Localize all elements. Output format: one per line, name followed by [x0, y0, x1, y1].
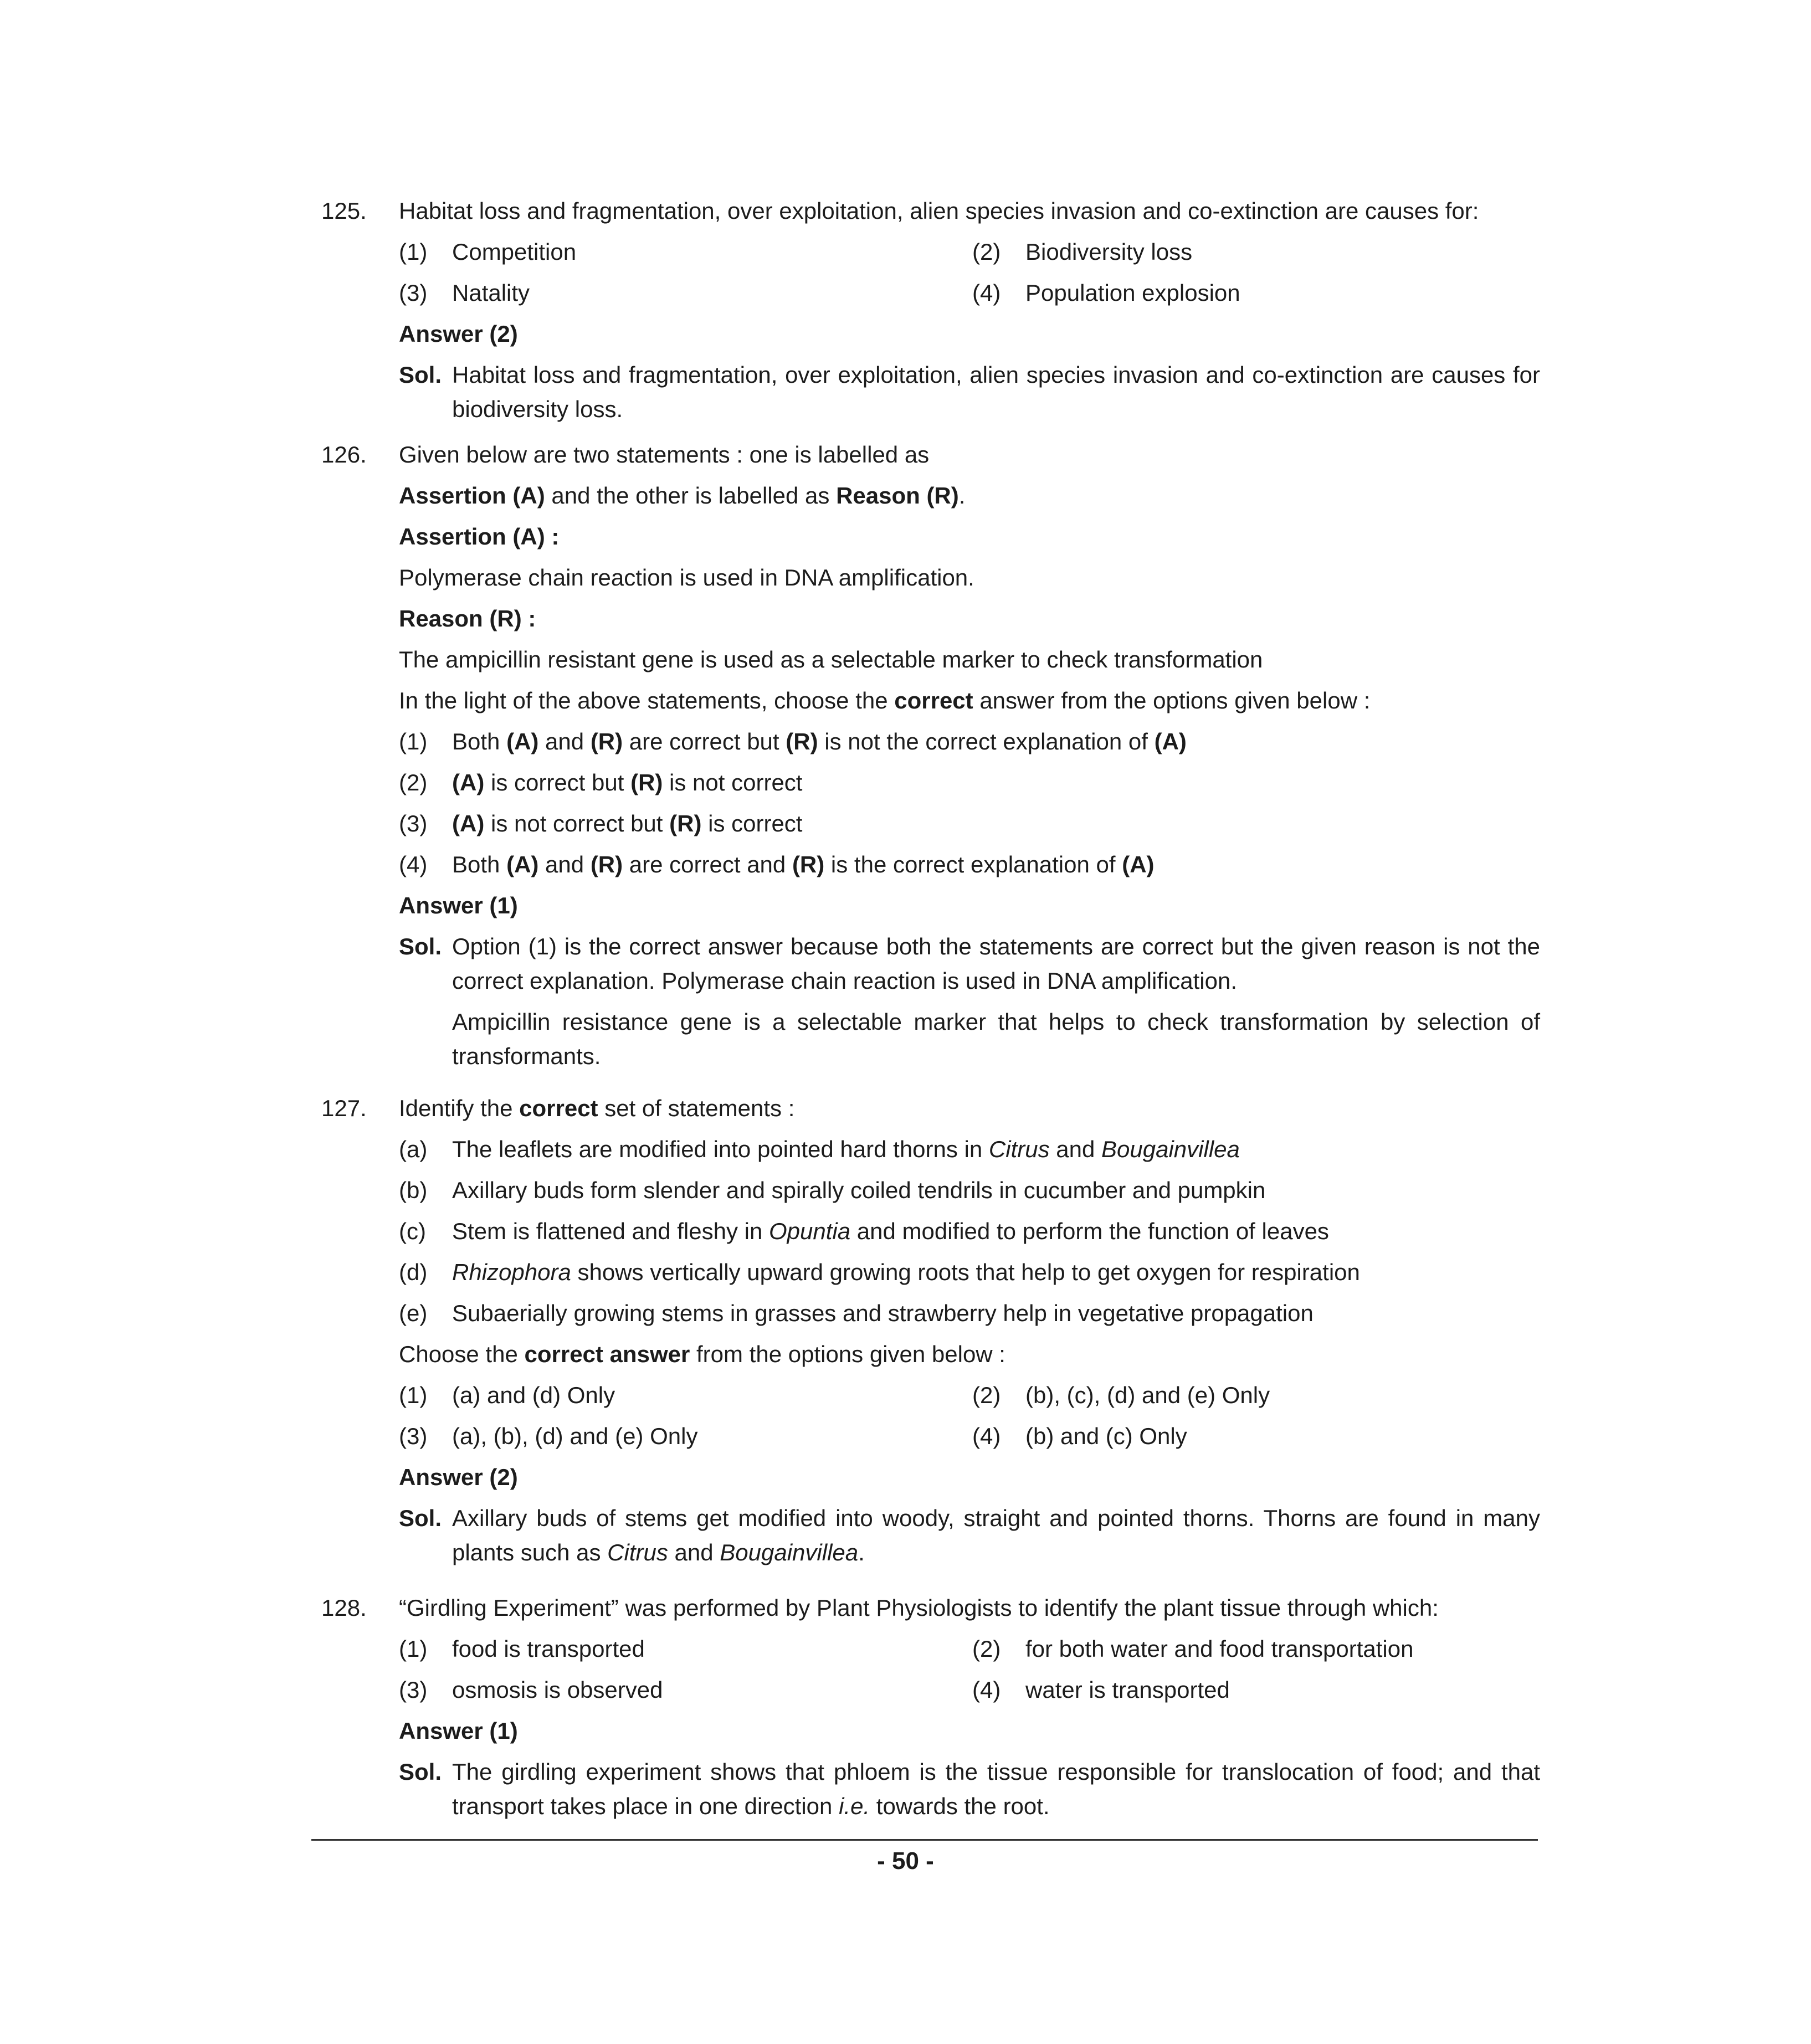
question-number: 126.: [321, 441, 367, 468]
solution-label: Sol.: [399, 1505, 442, 1531]
option-2: (2) (A) is correct but (R) is not correct: [399, 769, 803, 795]
statement-a: (a) The leaflets are modified into pointed hard thorns in Citrus and Bougainvillea: [399, 1136, 1240, 1162]
question-stem: “Girdling Experiment” was performed by Plant Physiologists to identify the plant tissue through which:: [399, 1595, 1439, 1621]
option-4: (4) water is transported: [972, 1677, 1230, 1703]
question-stem: Habitat loss and fragmentation, over exploitation, alien species invasion and co-extinction are causes for:: [399, 198, 1479, 224]
option-3: (3) (a), (b), (d) and (e) Only: [399, 1423, 698, 1449]
option-4: (4) (b) and (c) Only: [972, 1423, 1187, 1449]
statement-d: (d) Rhizophora shows vertically upward growing roots that help to get oxygen for respiration: [399, 1259, 1360, 1285]
question-128: [321, 1591, 1540, 1824]
question-stem: Identify the correct set of statements :: [399, 1095, 795, 1121]
solution: [399, 358, 1540, 427]
question-number: 125.: [321, 198, 367, 224]
options-grid: [399, 1632, 1540, 1707]
solution: Sol. Axillary buds of stems get modified into woody, straight and pointed thorns. Thorns are found in many plants such as Citrus and Bougainvillea.: [399, 1501, 1540, 1570]
reason-text: The ampicillin resistant gene is used as a selectable marker to check transformation: [399, 646, 1263, 672]
options-grid: [399, 1378, 1540, 1454]
solution: [399, 929, 1540, 998]
option-4: (4) Both (A) and (R) are correct and (R) is the correct explanation of (A): [399, 851, 1155, 877]
option-2: (2) for both water and food transportation: [972, 1636, 1414, 1662]
answer-label: Answer (1): [399, 1718, 518, 1744]
instruction-text: In the light of the above statements, choose the correct answer from the options given below :: [399, 687, 1371, 713]
solution: Sol. The girdling experiment shows that phloem is the tissue responsible for translocation of food; and that transport takes place in one direction i.e. towards the root.: [399, 1755, 1540, 1824]
answer-label: Answer (2): [399, 1464, 518, 1490]
question-number: 128.: [321, 1595, 367, 1621]
question-stem-line2: Assertion (A) and the other is labelled as Reason (R).: [399, 482, 966, 509]
solution-text-2: Ampicillin resistance gene is a selectable marker that helps to check transformation by selection of transformants.: [452, 1009, 1540, 1069]
option-2: (2) Biodiversity loss: [972, 239, 1193, 265]
answer-label: Answer (1): [399, 892, 518, 918]
instruction-text: Choose the correct answer from the options given below :: [399, 1341, 1005, 1367]
page-number: - 50 -: [877, 1847, 934, 1874]
statement-b: (b) Axillary buds form slender and spirally coiled tendrils in cucumber and pumpkin: [399, 1177, 1266, 1203]
solution-label: Sol.: [399, 933, 442, 959]
solution-text: Option (1) is the correct answer because both the statements are correct but the given reason is not the correct explanation. Polymerase chain reaction is used in DNA amplification.: [452, 933, 1540, 994]
option-4: (4) Population explosion: [972, 280, 1240, 306]
option-1: (1) Both (A) and (R) are correct but (R) is not the correct explanation of (A): [399, 728, 1187, 754]
solution-label: Sol.: [399, 362, 442, 388]
options-grid: [399, 235, 1540, 310]
question-number: 127.: [321, 1095, 367, 1121]
question-126: [321, 438, 1540, 1074]
option-3: (3) Natality: [399, 280, 530, 306]
option-1: (1) Competition: [399, 239, 577, 265]
reason-heading: Reason (R) :: [399, 605, 536, 631]
question-125: [321, 194, 1540, 427]
solution-continued: [399, 1005, 1540, 1074]
solution-text: Habitat loss and fragmentation, over exploitation, alien species invasion and co-extinction are causes for biodiversity loss.: [452, 362, 1540, 422]
assertion-text: Polymerase chain reaction is used in DNA amplification.: [399, 564, 974, 590]
footer-divider: [311, 1839, 1538, 1841]
solution-label: Sol.: [399, 1759, 442, 1785]
option-3: (3) (A) is not correct but (R) is correct: [399, 810, 803, 836]
option-1: (1) (a) and (d) Only: [399, 1382, 615, 1408]
statement-c: (c) Stem is flattened and fleshy in Opuntia and modified to perform the function of leaves: [399, 1218, 1329, 1244]
answer-label: Answer (2): [399, 321, 518, 347]
statement-e: (e) Subaerially growing stems in grasses and strawberry help in vegetative propagation: [399, 1300, 1314, 1326]
question-127: [321, 1091, 1540, 1570]
option-1: (1) food is transported: [399, 1636, 645, 1662]
question-stem: Given below are two statements : one is labelled as: [399, 441, 930, 468]
assertion-heading: Assertion (A) :: [399, 523, 560, 549]
option-3: (3) osmosis is observed: [399, 1677, 663, 1703]
option-2: (2) (b), (c), (d) and (e) Only: [972, 1382, 1270, 1408]
